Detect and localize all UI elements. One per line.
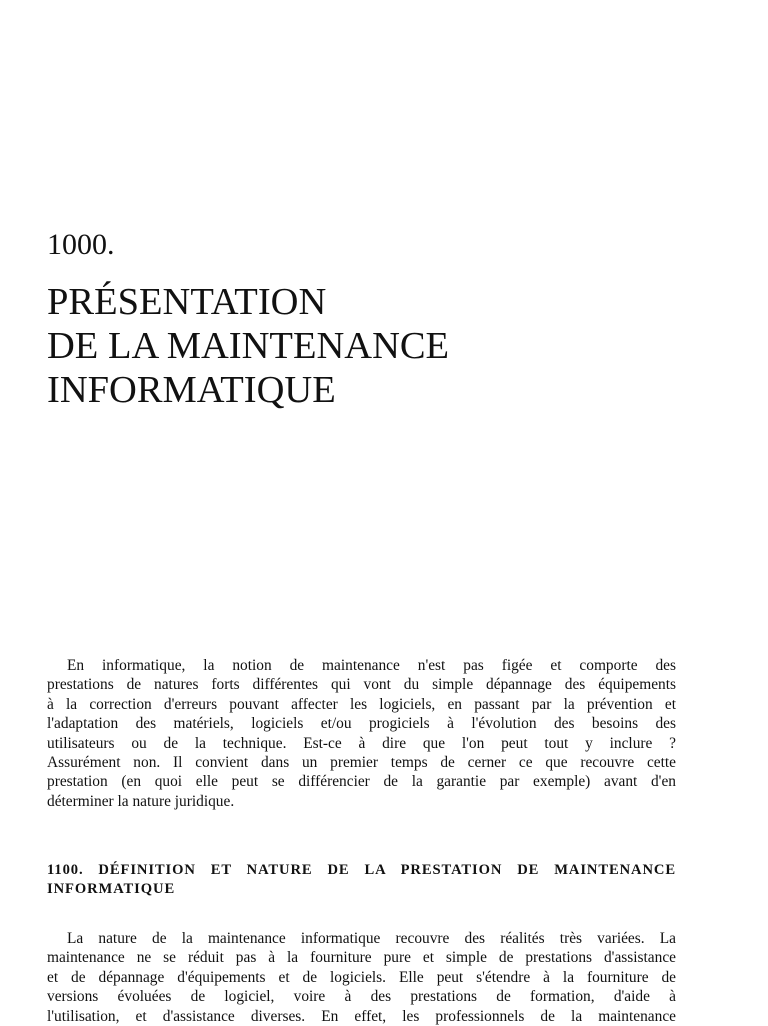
intro-paragraph <box>47 656 676 811</box>
section-paragraph <box>47 929 676 1026</box>
chapter-title-line: PRÉSENTATION <box>47 281 327 323</box>
section-heading-line: 1100. DÉFINITION ET NATURE DE LA PRESTATION DE MAINTENANCE <box>47 862 676 878</box>
paragraph-line: prestations de natures forts différentes qui vont du simple dépannage des équipements <box>47 676 676 694</box>
section-heading-line: INFORMATIQUE <box>47 881 176 898</box>
paragraph-line: déterminer la nature juridique. <box>47 792 235 810</box>
paragraph-line: l'adaptation des matériels, logiciels et/ou progiciels à l'évolution des besoins des <box>47 715 676 733</box>
paragraph-line: et de dépannage d'équipements et de logiciels. Elle peut s'étendre à la fourniture de <box>47 968 676 986</box>
paragraph-line: l'utilisation, et d'assistance diverses. En effet, les professionnels de la maintenance <box>47 1007 676 1025</box>
paragraph-line: maintenance ne se réduit pas à la fourniture pure et simple de prestations d'assistance <box>47 949 676 967</box>
chapter-title <box>47 280 747 412</box>
paragraph-line: à la correction d'erreurs pouvant affecter les logiciels, en passant par la prévention et <box>47 695 676 713</box>
paragraph-line: utilisateurs ou de la technique. Est-ce à dire que l'on peut tout y inclure ? <box>47 734 676 752</box>
paragraph-line: versions évoluées de logiciel, voire à des prestations de formation, d'aide à <box>47 988 676 1006</box>
paragraph-line: prestation (en quoi elle peut se différencier de la garantie par exemple) avant d'en <box>47 773 676 791</box>
chapter-title-line: INFORMATIQUE <box>47 369 336 411</box>
chapter-number: 1000. <box>47 228 115 261</box>
paragraph-line: La nature de la maintenance informatique recouvre des réalités très variées. La <box>67 930 676 947</box>
paragraph-line: Assurément non. Il convient dans un premier temps de cerner ce que recouvre cette <box>47 753 676 771</box>
paragraph-line: En informatique, la notion de maintenance n'est pas figée et comporte des <box>67 657 676 674</box>
section-heading <box>47 860 676 899</box>
chapter-title-line: DE LA MAINTENANCE <box>47 325 450 367</box>
